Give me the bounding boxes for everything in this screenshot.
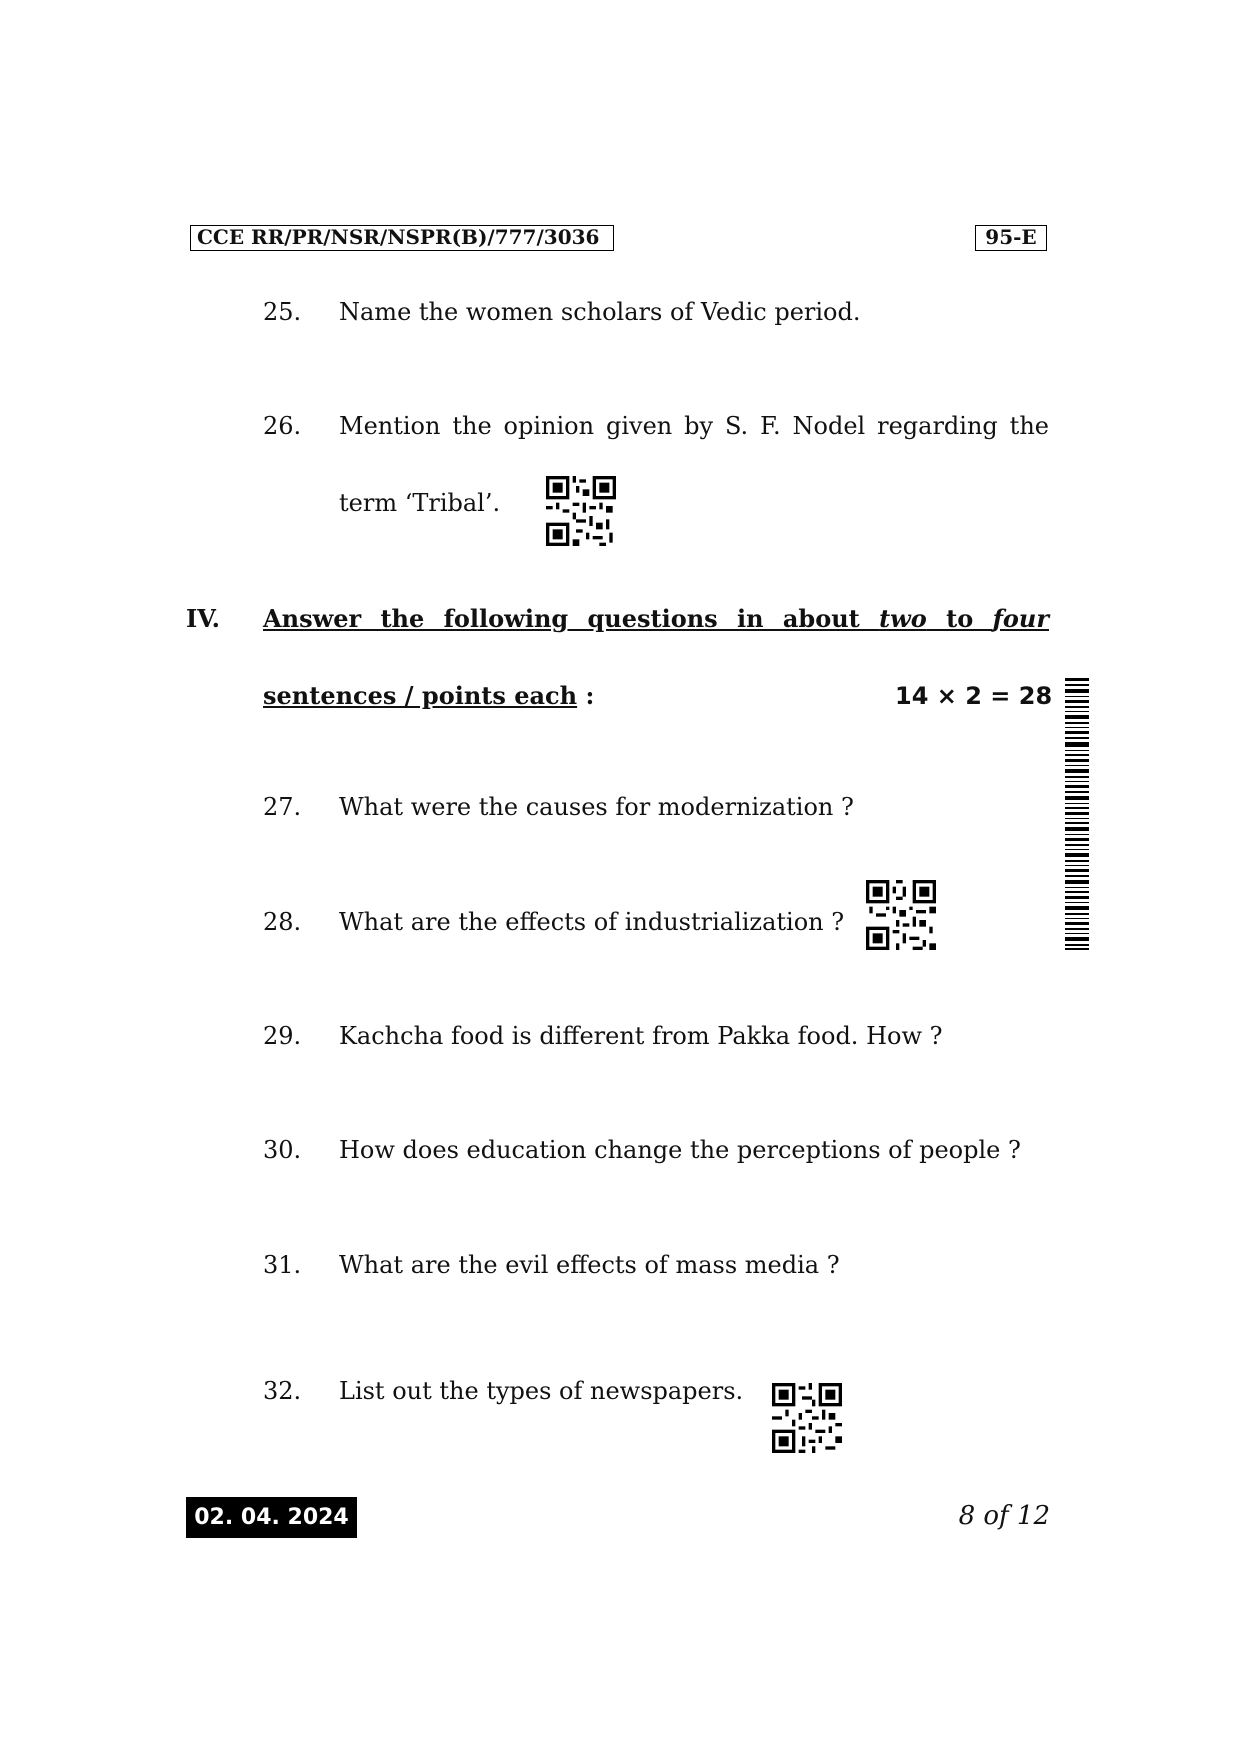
question-number: 30.: [263, 1136, 302, 1164]
question-number: 29.: [263, 1022, 302, 1050]
question-text: What are the evil effects of mass media ?: [339, 1251, 840, 1279]
question-number: 31.: [263, 1251, 302, 1279]
question-number: 32.: [263, 1377, 302, 1405]
question-text: What were the causes for modernization ?: [339, 793, 854, 821]
qr-code-icon: [772, 1383, 842, 1453]
marks-allocation: 14 × 2 = 28: [895, 682, 1053, 710]
section-number: IV.: [186, 604, 221, 633]
section-colon: :: [585, 681, 595, 710]
question-number: 25.: [263, 298, 302, 326]
paper-code-box: CCE RR/PR/NSR/NSPR(B)/777/3036: [190, 225, 614, 251]
question-text: Mention the opinion given by S. F. Nodel regarding the: [339, 412, 1049, 440]
question-number: 26.: [263, 412, 302, 440]
section-instruction: Answer the following questions in about two to four: [263, 604, 1049, 633]
section-instruction-line2: sentences / points each: [263, 681, 578, 710]
paper-number-box: 95-E: [975, 225, 1047, 251]
question-number: 27.: [263, 793, 302, 821]
section-instruction-continued: [263, 681, 594, 711]
question-text: Name the women scholars of Vedic period.: [339, 298, 861, 326]
page-number: 8 of 12: [958, 1501, 1050, 1531]
exam-date: 02. 04. 2024: [186, 1497, 357, 1538]
question-text-continued: term ‘Tribal’.: [339, 489, 501, 517]
barcode-icon: [1065, 678, 1089, 950]
question-text: How does education change the perceptions of people ?: [339, 1136, 1021, 1164]
question-text: List out the types of newspapers.: [339, 1377, 744, 1405]
question-number: 28.: [263, 908, 302, 936]
question-text: What are the effects of industrialization ?: [339, 908, 845, 936]
qr-code-icon: [546, 476, 616, 546]
question-text: Kachcha food is different from Pakka food. How ?: [339, 1022, 943, 1050]
qr-code-icon: [866, 880, 936, 950]
